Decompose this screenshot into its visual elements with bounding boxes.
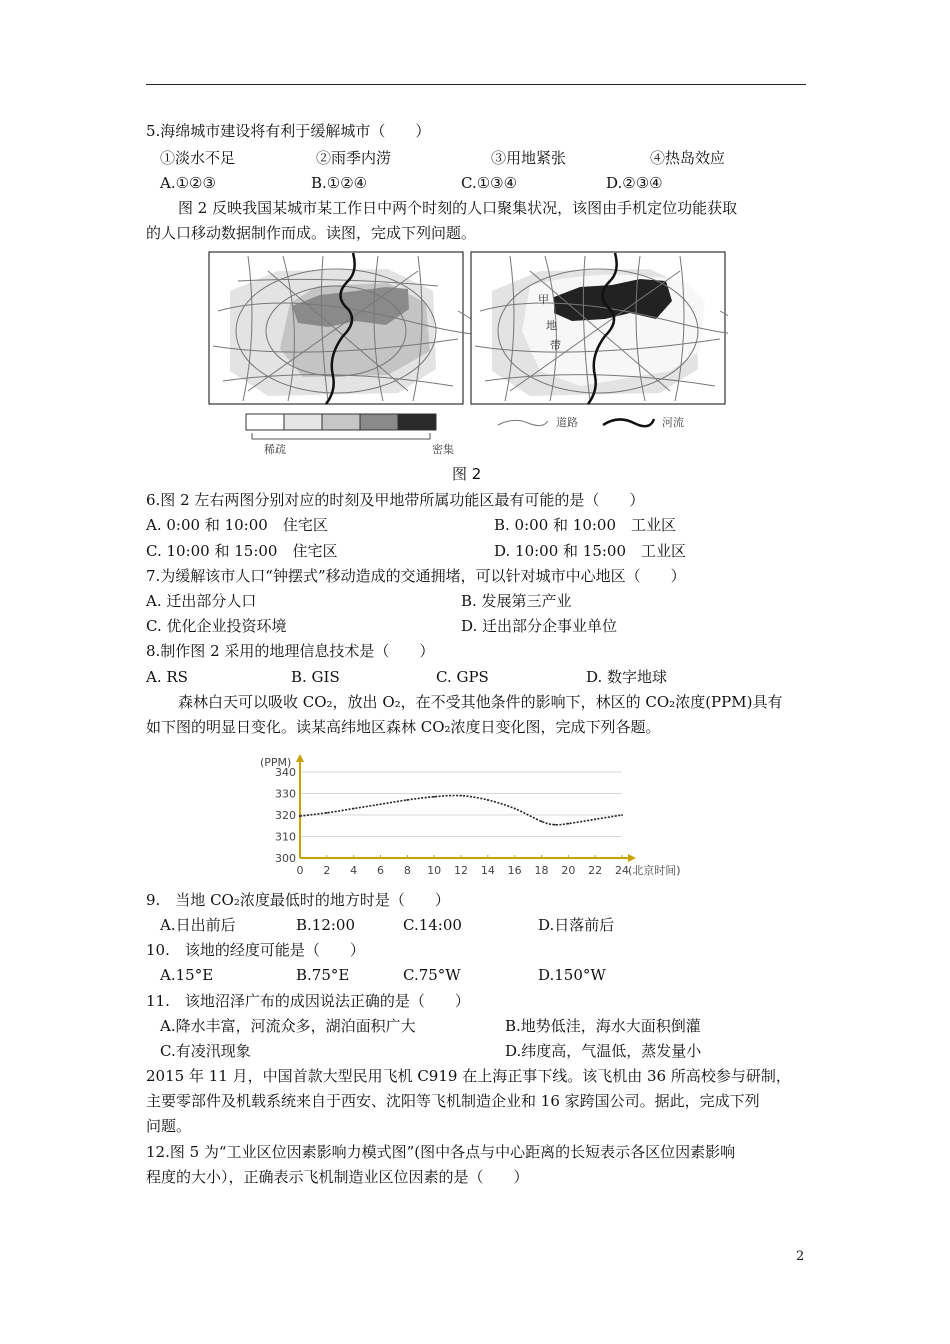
x-tick-label: 14: [480, 864, 495, 877]
legend-road: 道路: [556, 416, 578, 429]
q9-stem: 9. 当地 CO₂浓度最低时的地方时是（ ）: [146, 891, 450, 909]
y-tick-label: 310: [275, 830, 296, 844]
q9-option-a: A.日出前后: [160, 916, 236, 934]
co2-data-point: [594, 818, 596, 820]
q10-option-b: B.75°E: [296, 966, 350, 984]
co2-data-point: [353, 808, 355, 810]
q8-option-a: A. RS: [146, 668, 188, 686]
q9-option-d: D.日落前后: [538, 916, 615, 934]
x-tick-label: 8: [403, 864, 411, 877]
q11-option-a: A.降水丰富，河流众多，湖泊面积广大: [160, 1017, 416, 1035]
q7-option-b: B. 发展第三产业: [461, 592, 572, 610]
legend-swatch: [360, 414, 398, 430]
intro1-line: 图 2 反映我国某城市某工作日中两个时刻的人口聚集状况，该图由手机定位功能获取: [178, 199, 738, 217]
y-tick-label: 330: [275, 787, 296, 801]
co2-data-point: [460, 795, 462, 797]
q6-option-a: A. 0:00 和 10:00 住宅区: [146, 516, 328, 534]
co2-daily-chart: [256, 750, 696, 878]
co2-data-point: [299, 815, 301, 817]
x-tick-label: 0: [296, 864, 304, 877]
q5-option-a: A.①②③: [160, 174, 216, 192]
q5-item: ②雨季内涝: [316, 149, 392, 167]
q5-option-d: D.②③④: [606, 174, 663, 192]
co2-data-point: [380, 803, 382, 805]
header-rule: [146, 84, 806, 85]
q11-option-c: C.有凌汛现象: [160, 1042, 251, 1060]
co2-data-point: [567, 823, 569, 825]
q7-stem: 7.为缓解该市人口“钟摆式”移动造成的交通拥堵，可以针对城市中心地区（ ）: [146, 567, 686, 585]
map-left: [209, 252, 484, 404]
x-tick-label: 4: [350, 864, 358, 877]
q5-stem: 5.海绵城市建设将有利于缓解城市（ ）: [146, 122, 431, 140]
q5-option-b: B.①②④: [311, 174, 368, 192]
x-tick-label: 24: [615, 864, 629, 877]
q11-option-b: B.地势低洼，海水大面积倒灌: [505, 1017, 701, 1035]
x-tick-label: 16: [507, 864, 522, 877]
x-tick-label: 18: [534, 864, 549, 877]
q6-option-c: C. 10:00 和 15:00 住宅区: [146, 542, 338, 560]
intro2-line: 如下图的明显日变化。读某高纬地区森林 CO₂浓度日变化图，完成下列各题。: [146, 718, 661, 736]
legend-road-symbol: [498, 420, 548, 425]
x-tick-label: 20: [561, 864, 576, 877]
q5-item: ④热岛效应: [650, 149, 726, 167]
q8-option-c: C. GPS: [436, 668, 489, 686]
density-legend: [246, 414, 684, 456]
q10-option-c: C.75°W: [403, 966, 461, 984]
q9-option-c: C.14:00: [403, 916, 462, 934]
page-number: 2: [796, 1249, 805, 1264]
legend-dense: 密集: [432, 443, 454, 456]
q11-option-d: D.纬度高，气温低，蒸发量小: [505, 1042, 702, 1060]
q5-option-c: C.①③④: [461, 174, 518, 192]
co2-data-point: [541, 821, 543, 823]
q6-option-d: D. 10:00 和 15:00 工业区: [494, 542, 687, 560]
intro3-line: 问题。: [146, 1117, 192, 1135]
legend-swatch: [398, 414, 436, 430]
q7-option-c: C. 优化企业投资环境: [146, 617, 287, 635]
map-right: [471, 252, 728, 404]
x-tick-label: 6: [377, 864, 384, 877]
legend-river: 河流: [662, 416, 684, 429]
q10-stem: 10. 该地的经度可能是（ ）: [146, 941, 365, 959]
q5-item: ③用地紧张: [491, 149, 567, 167]
y-axis-title: (PPM): [260, 756, 292, 769]
q6-option-b: B. 0:00 和 10:00 工业区: [494, 516, 677, 534]
intro3-line: 主要零部件及机载系统来自于西安、沈阳等飞机制造企业和 16 家跨国公司。据此，完成下列: [146, 1092, 760, 1110]
y-tick-label: 320: [275, 809, 296, 822]
q11-stem: 11. 该地沼泽广布的成因说法正确的是（ ）: [146, 992, 470, 1010]
q10-option-d: D.150°W: [538, 966, 606, 984]
x-tick-label: 2: [323, 864, 331, 877]
legend-sparse: 稀疏: [264, 443, 286, 456]
x-tick-label: 10: [427, 864, 442, 877]
legend-river-symbol: [603, 419, 654, 426]
y-axis-arrow: [296, 754, 304, 762]
q12-line: 12.图 5 为“工业区位因素影响力模式图”(图中各点与中心距离的长短表示各区位因素影响: [146, 1143, 736, 1161]
intro1-line: 的人口移动数据制作而成。读图，完成下列问题。: [146, 224, 477, 242]
q12-line: 程度的大小），正确表示飞机制造业区位因素的是（ ）: [146, 1168, 529, 1186]
legend-swatch: [322, 414, 360, 430]
figure-2-maps: [208, 251, 728, 457]
legend-swatch: [284, 414, 322, 430]
q7-option-d: D. 迁出部分企事业单位: [461, 617, 618, 635]
intro2-line: 森林白天可以吸收 CO₂，放出 O₂，在不受其他条件的影响下，林区的 CO₂浓度(PPM)具有: [178, 693, 783, 711]
label-di: 地: [546, 319, 557, 332]
q7-option-a: A. 迁出部分人口: [146, 592, 257, 610]
figure-2-caption: 图 2: [452, 465, 482, 483]
q6-stem: 6.图 2 左右两图分别对应的时刻及甲地带所属功能区最有可能的是（ ）: [146, 491, 645, 509]
q5-item: ①淡水不足: [160, 149, 236, 167]
co2-data-point: [554, 824, 556, 826]
label-dai: 带: [550, 339, 561, 352]
co2-data-point: [514, 808, 516, 810]
q8-option-d: D. 数字地球: [586, 668, 668, 686]
label-jia: 甲: [538, 293, 549, 306]
y-tick-label: 340: [275, 766, 296, 779]
x-tick-label: 22: [588, 864, 603, 877]
co2-data-point: [326, 812, 328, 814]
co2-data-point: [487, 799, 489, 801]
co2-data-point: [433, 796, 435, 798]
co2-series-line: [300, 795, 622, 824]
x-axis-arrow: [628, 854, 636, 862]
q8-option-b: B. GIS: [291, 668, 340, 686]
co2-data-point: [621, 814, 623, 816]
q9-option-b: B.12:00: [296, 916, 356, 934]
legend-swatch: [246, 414, 284, 430]
co2-data-point: [406, 799, 408, 801]
x-tick-label: 12: [454, 864, 468, 877]
q8-stem: 8.制作图 2 采用的地理信息技术是（ ）: [146, 642, 435, 660]
q10-option-a: A.15°E: [160, 966, 214, 984]
y-tick-label: 300: [275, 852, 296, 865]
x-axis-title: (北京时间): [628, 864, 681, 877]
intro3-line: 2015 年 11 月，中国首款大型民用飞机 C919 在上海正事下线。该飞机由 36 所高校参与研制，: [146, 1067, 791, 1085]
